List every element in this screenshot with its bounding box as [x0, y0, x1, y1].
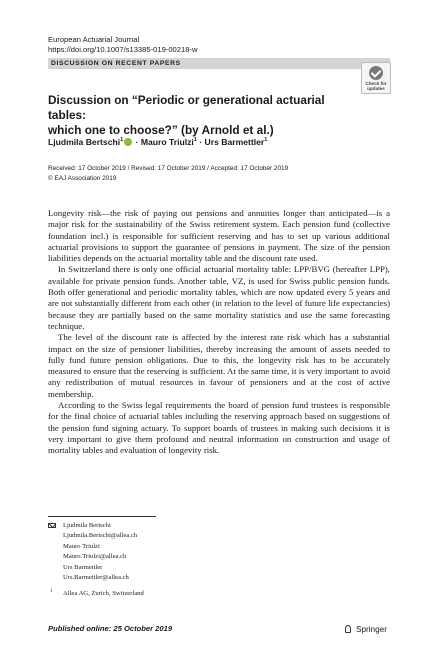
- contact-entry: [48, 521, 144, 540]
- journal-name: European Actuarial Journal: [48, 35, 140, 44]
- body-paragraph: The level of the discount rate is affected by the interest rate risk which has a substantial impact on the size of pensioner liabilities, thereby increasing the amount of assets needed to fully fund future pension obligations. Due to this, the longevity risk has to be accurately measured to ensure that the reserving is sufficient. At the same time, it is very important to avoid any redistribution of mutual resources in favour of pensioners and at the cost of active membership.: [48, 332, 390, 399]
- doi-link[interactable]: https://doi.org/10.1007/s13385-019-00218-w: [48, 45, 198, 54]
- author-name[interactable]: Mauro Triulzi: [140, 136, 194, 147]
- article-title: Discussion on “Periodic or generational actuarial tables: which one to choose?” (by Arnold et al.): [48, 93, 325, 137]
- affiliation: [48, 589, 144, 599]
- contact-list: [48, 521, 144, 598]
- body-paragraph: According to the Swiss legal requirements the board of pension fund trustees is responsible for the final choice of actuarial tables including the reserving approach based on suggestions of the pension fund signing actuary. To support boards of trustees in making such decisions it is very important to give them profound and neutral information on construction and usage of mortality tables and evaluation of longevity risk.: [48, 400, 390, 456]
- journal-header: [48, 35, 197, 55]
- author-separator: ·: [133, 136, 141, 147]
- affiliation-number: 1: [50, 588, 53, 594]
- badge-label: Check for updates: [365, 81, 387, 91]
- contact-email[interactable]: Mauro.Triulzi@allea.ch: [63, 552, 127, 560]
- affiliation-marker: 1: [264, 137, 268, 143]
- received-dates: Received: 17 October 2019 / Revised: 17 October 2019 / Accepted: 17 October 2019: [48, 165, 289, 172]
- contact-name: Urs Barmettler: [63, 564, 103, 572]
- publisher-logo[interactable]: [344, 624, 387, 634]
- contact-name: Mauro Triulzi: [63, 543, 100, 551]
- article-body: [48, 208, 390, 457]
- envelope-icon: [48, 523, 56, 528]
- author-separator: ·: [196, 136, 205, 147]
- contact-email[interactable]: Ljudmila.Bertschi@allea.ch: [63, 531, 138, 539]
- author-name[interactable]: Urs Barmettler: [204, 136, 265, 147]
- section-label: DISCUSSION ON RECENT PAPERS: [48, 58, 390, 69]
- contact-entry: [48, 563, 144, 582]
- published-online: Published online: 25 October 2019: [48, 624, 173, 633]
- affiliation-marker: 1: [120, 137, 124, 143]
- body-paragraph: In Switzerland there is only one official actuarial mortality table: LPP/BVG (hereafter LPP), available for private pension funds. Another table, VZ, is used for Swiss public pension funds. Both offer generational and periodic mortality tables, which are now updated every 5 years and are not substantially different from each other (in relation to the level of future life expectancies) because they are partially based on the same mortality statistics and use the same forecasting technique.: [48, 264, 390, 331]
- body-paragraph: Longevity risk—the risk of paying out pensions and annuities longer than anticipated—is a major risk for the sustainability of the Swiss retirement system. Each pension fund (collective foundation incl.) is responsible for sufficient reserving and has to set up various additional actuarial provisions to support the guarantee of pensions in payment. The size of the pension liabilities depends on the actuarial mortality table and the discount rate used.: [48, 208, 390, 264]
- copyright: © EAJ Association 2019: [48, 175, 117, 182]
- affiliation-marker: 1: [193, 137, 197, 143]
- orcid-icon[interactable]: [124, 138, 132, 146]
- affiliation-text: Allea AG, Zurich, Switzerland: [63, 589, 144, 597]
- article-history: [48, 164, 288, 184]
- springer-horse-icon: [344, 624, 353, 634]
- contact-entry: [48, 542, 144, 561]
- check-for-updates-badge[interactable]: [361, 62, 391, 94]
- publisher-name: Springer: [356, 624, 387, 634]
- contact-name: Ljudmila Bertschi: [63, 522, 111, 529]
- contact-email[interactable]: Urs.Barmettler@allea.ch: [63, 573, 129, 581]
- footnote-divider: [48, 516, 156, 517]
- author-name[interactable]: Ljudmila Bertschi: [48, 136, 121, 147]
- author-list: [48, 134, 267, 148]
- check-circle-icon: [369, 66, 383, 80]
